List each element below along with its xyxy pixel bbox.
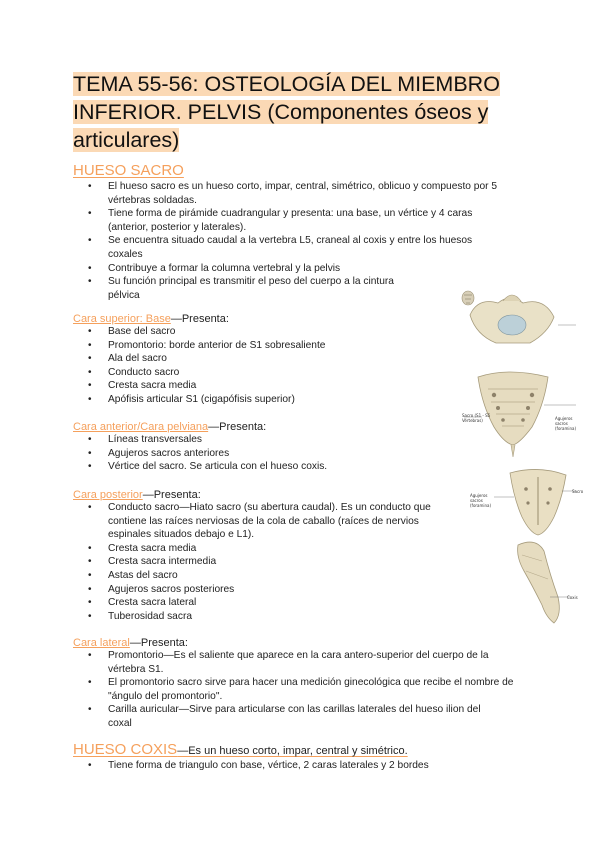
subheading-rest: —Presenta: <box>170 313 229 325</box>
heading-hueso-sacro: HUESO SACRO <box>73 162 184 179</box>
list-item: • Se encuentra situado caudal a la vertebra L5, craneal al coxis y entre los huesos coxales <box>88 234 498 261</box>
list-item: • Apófisis articular S1 (cigapófisis superior) <box>88 393 408 407</box>
subheading-label: Cara posterior <box>73 489 143 501</box>
cara-lateral-list <box>88 649 524 731</box>
figure-caption-agujeros-anteriores: Agujeros sacros (foramina) <box>555 416 577 431</box>
sacro-bullet-list <box>88 180 498 302</box>
list-item: • Carilla auricular—Sirve para articularse con las carillas laterales del hueso ilion del coxal <box>88 703 498 730</box>
list-item: • Su función principal es transmitir el peso del cuerpo a la cintura pélvica <box>88 275 408 302</box>
page-title <box>73 70 523 154</box>
sacrum-superior-view <box>470 295 554 343</box>
list-item: • Tiene forma de triangulo con base, vértice, 2 caras laterales y 2 bordes <box>88 759 528 773</box>
list-item: • Cresta sacra lateral <box>88 596 440 610</box>
list-item: • El promontorio sacro sirve para hacer una medición ginecológica que recibe el nombre de "ángulo del promontorio". <box>88 676 524 703</box>
subheading-cara-posterior <box>73 488 201 502</box>
heading-rest: —Es un hueso corto, impar, central y simétrico. <box>177 745 408 757</box>
figure-caption-agujeros-posteriores: Agujeros sacros (foramina) <box>470 493 492 508</box>
heading-label: HUESO COXIS <box>73 741 178 758</box>
cara-superior-list <box>88 325 408 407</box>
list-item: • El hueso sacro es un hueso corto, impar, central, simétrico, oblicuo y compuesto por 5 vértebras soldadas. <box>88 180 498 207</box>
subheading-cara-superior <box>73 312 229 326</box>
figure-caption-sacro-posterior: Sacro <box>572 489 584 494</box>
list-item: • Vértice del sacro. Se articula con el hueso coxis. <box>88 460 408 474</box>
list-item: • Ala del sacro <box>88 352 408 366</box>
figure-caption-coxis: Coxis <box>567 595 578 600</box>
subheading-rest: —Presenta: <box>208 421 267 433</box>
pelvis-thumbnail-icon <box>462 291 474 305</box>
figure-caption-sacro: Sacro (S1 - S5 Vértebras) <box>462 413 491 423</box>
list-item: • Conducto sacro <box>88 366 408 380</box>
list-item: • Cresta sacra media <box>88 379 408 393</box>
list-item: • Promontorio—Es el saliente que aparece en la cara antero-superior del cuerpo de la vértebra S1. <box>88 649 524 676</box>
list-item: • Conducto sacro—Hiato sacro (su abertura caudal). Es un conducto que contiene las raíces nerviosas de la cola de caballo (raíces de nervios espinales situados debajo e L1). <box>88 501 440 542</box>
list-item: • Contribuye a formar la columna vertebral y la pelvis <box>88 262 498 276</box>
coxis-list <box>88 759 528 773</box>
list-item: • Tuberosidad sacra <box>88 610 440 624</box>
subheading-rest: —Presenta: <box>129 637 188 649</box>
subheading-label: Cara superior: Base <box>73 313 171 325</box>
page-title-text: TEMA 55-56: OSTEOLOGÍA DEL MIEMBRO INFERIOR. PELVIS (Componentes óseos y articulares) <box>73 72 500 152</box>
list-item: • Cresta sacra media <box>88 542 440 556</box>
sacrum-illustration <box>458 285 583 630</box>
list-item: • Líneas transversales <box>88 433 408 447</box>
cara-anterior-list <box>88 433 408 474</box>
subheading-cara-anterior <box>73 420 266 434</box>
sacrum-posterior-view <box>510 469 566 535</box>
list-item: • Cresta sacra intermedia <box>88 555 440 569</box>
sacrum-lateral-view <box>518 542 560 623</box>
subheading-cara-lateral <box>73 636 188 650</box>
list-item: • Agujeros sacros anteriores <box>88 447 408 461</box>
list-item: • Promontorio: borde anterior de S1 sobresaliente <box>88 339 408 353</box>
subheading-label: Cara lateral <box>73 637 130 649</box>
list-item: • Tiene forma de pirámide cuadrangular y presenta: una base, un vértice y 4 caras (anterior, posterior y laterales). <box>88 207 498 234</box>
heading-hueso-coxis <box>73 741 408 760</box>
list-item: • Agujeros sacros posteriores <box>88 583 440 597</box>
subheading-label: Cara anterior/Cara pelviana <box>73 421 209 433</box>
subheading-rest: —Presenta: <box>142 489 201 501</box>
list-item: • Base del sacro <box>88 325 408 339</box>
cara-posterior-list <box>88 501 440 623</box>
list-item: • Astas del sacro <box>88 569 440 583</box>
